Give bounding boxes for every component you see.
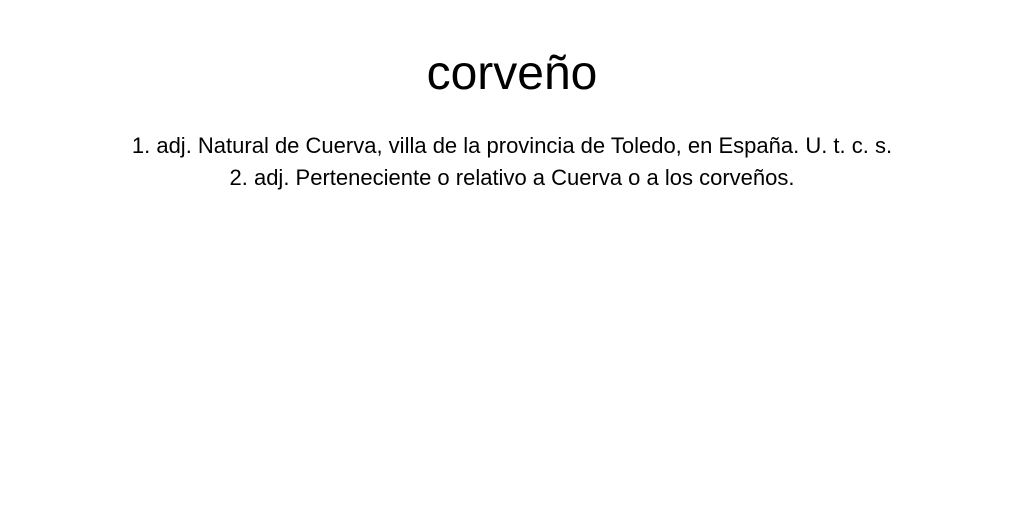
- definition-2: 2. adj. Perteneciente o relativo a Cuerva o a los corveños.: [229, 165, 795, 190]
- definition-list: [82, 127, 942, 196]
- entry-headword: corveño: [426, 47, 598, 100]
- definition-1: 1. adj. Natural de Cuerva, villa de la provincia de Toledo, en España. U. t. c. s.: [131, 133, 893, 158]
